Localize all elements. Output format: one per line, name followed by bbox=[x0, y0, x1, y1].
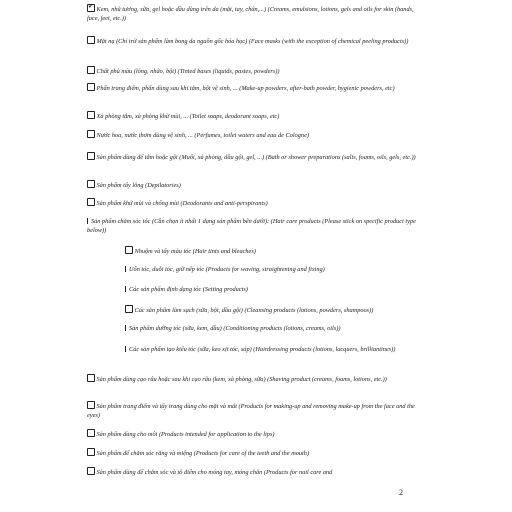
list-item bbox=[87, 83, 422, 93]
list-item bbox=[87, 152, 422, 162]
item-label: Sản phẩm dưỡng tóc (sữa, kem, dầu) (Conditioning products (lotions, creams, oils)) bbox=[129, 325, 341, 332]
list-item bbox=[87, 198, 422, 208]
item-label: Xà phòng tắm, xà phòng khử mùi, ... (Toilet soaps, deodorant soaps, etc) bbox=[96, 113, 280, 120]
item-label: Phấn trang điểm, phấn dùng sau khi tắm, bột vệ sinh, ... (Make-up powders, after-bath powder, hygienic powders, etc) bbox=[96, 85, 395, 92]
item-label: Các sản phẩm tạo kiểu tóc (sữa, keo xịt tóc, sáp) (Hairdressing products (lotions, lacquers, brilliantines)) bbox=[129, 346, 396, 353]
list-item bbox=[87, 467, 422, 477]
checkbox[interactable] bbox=[87, 130, 95, 138]
item-label: Sản phẩm để chăm sóc răng và miệng (Products for care of the teeth and the mouth) bbox=[96, 450, 310, 457]
item-label: Sản phẩm chăm sóc tóc (Cần chọn ít nhất 1 dạng sản phẩm bên dưới): (Hair care products (Please stick on specific product type below)) bbox=[87, 218, 416, 235]
checkbox[interactable] bbox=[125, 346, 126, 352]
item-label: Sản phẩm khử mùi và chống mùi (Deodorants and anti-perspirants) bbox=[96, 200, 268, 207]
list-item bbox=[125, 265, 415, 274]
checkbox[interactable] bbox=[87, 429, 95, 437]
list-item bbox=[87, 66, 422, 76]
list-item bbox=[87, 217, 422, 236]
item-label: Sản phẩm dùng để chăm sóc và tô điểm cho móng tay, móng chân (Products for nail care and bbox=[96, 469, 333, 476]
item-label: Mặt nạ (Chỉ trừ sản phẩm làm bong da nguồn gốc hóa học) (Face masks (with the exception of chemical peeling products)) bbox=[96, 38, 409, 45]
item-label: Chất phủ màu (lỏng, nhão, bột) (Tinted bases (liquids, pastes, powders)) bbox=[96, 68, 280, 75]
checkbox[interactable] bbox=[87, 36, 95, 44]
item-label: Sản phẩm tẩy lông (Depilatories) bbox=[96, 182, 181, 189]
checkbox[interactable] bbox=[87, 467, 95, 475]
list-item bbox=[125, 246, 415, 256]
list-item bbox=[87, 180, 422, 190]
item-label: Kem, nhũ tương, sữa, gel hoặc dầu dùng trên da (mặt, tay, chân,...) (Creams, emulsions, lotions, gels and oils for skin (hands, face, feet, etc.)) bbox=[87, 6, 414, 23]
list-item bbox=[87, 36, 422, 46]
item-label: Nước hoa, nước thơm dùng vệ sinh, ... (Perfumes, toilet waters and eau de Cologne) bbox=[96, 132, 309, 139]
item-label: Sản phẩm dùng để tắm hoặc gội (Muối, xà phòng, dầu gội, gel, ...) (Bath or shower preparations (salts, foams, oils, gels, etc.)) bbox=[96, 154, 416, 161]
list-item bbox=[87, 111, 422, 121]
checkbox[interactable] bbox=[87, 180, 95, 188]
item-label: Uốn tóc, duỗi tóc, giữ nếp tóc (Products for waving, straightening and fixing) bbox=[129, 266, 325, 273]
checkbox[interactable] bbox=[87, 83, 95, 91]
item-label: Nhuộm và tẩy màu tóc (Hair tints and bleaches) bbox=[134, 248, 256, 255]
checkbox[interactable] bbox=[87, 66, 95, 74]
item-label: Các sản phẩm định dạng tóc (Setting products) bbox=[129, 286, 248, 293]
checkbox[interactable] bbox=[125, 266, 126, 272]
checkbox[interactable] bbox=[87, 401, 95, 409]
list-item bbox=[87, 429, 422, 439]
checkbox[interactable] bbox=[125, 325, 126, 331]
list-item bbox=[87, 130, 422, 140]
list-item bbox=[87, 374, 422, 384]
checkbox[interactable] bbox=[125, 246, 133, 254]
checkbox[interactable] bbox=[87, 218, 88, 224]
list-item bbox=[125, 305, 415, 315]
checkbox[interactable] bbox=[87, 198, 95, 206]
list-item bbox=[125, 345, 415, 354]
checkbox[interactable] bbox=[87, 448, 95, 456]
list-item bbox=[87, 4, 422, 24]
checkbox[interactable] bbox=[125, 286, 126, 292]
list-item bbox=[125, 324, 415, 333]
checkbox[interactable] bbox=[87, 111, 95, 119]
list-item bbox=[125, 285, 415, 294]
list-item bbox=[87, 448, 422, 458]
checkbox[interactable] bbox=[125, 305, 133, 313]
checkbox[interactable] bbox=[87, 374, 95, 382]
page-number: 2 bbox=[399, 488, 403, 497]
item-label: Sản phẩm dùng cạo râu hoặc sau khi cạo râu (kem, xà phòng, sữa) (Shaving product (creams, foams, lotions, etc.)) bbox=[96, 376, 387, 383]
item-label: Sản phẩm trang điểm và tẩy trang dùng cho mặt và mắt (Products for making-up and removing make-up from the face and the eyes) bbox=[87, 403, 415, 420]
checkbox[interactable] bbox=[87, 152, 95, 160]
item-label: Sản phẩm dùng cho môi (Products intended for application to the lips) bbox=[96, 431, 275, 438]
list-item bbox=[87, 401, 422, 421]
item-label: Các sản phẩm làm sạch (sữa, bột, dầu gội) (Cleansing products (lotions, powders, shampoos)) bbox=[134, 307, 374, 314]
checkbox[interactable] bbox=[87, 4, 95, 12]
